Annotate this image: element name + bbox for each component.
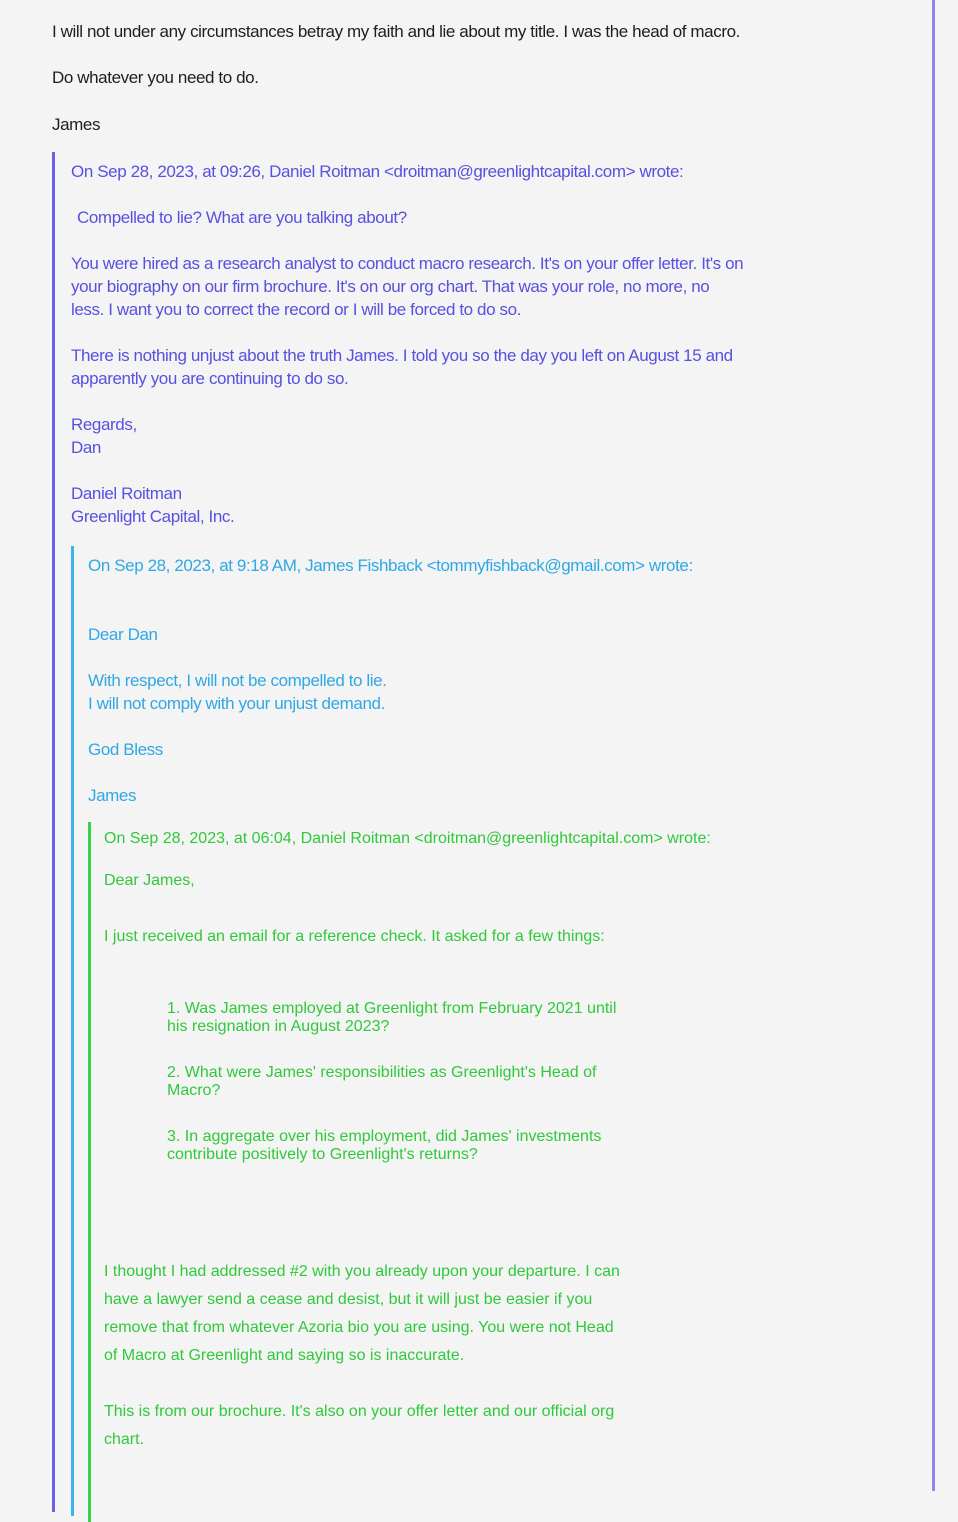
quote-paragraph: There is nothing unjust about the truth James. I told you so the day you left on August 15 and: [71, 346, 733, 365]
quote-paragraph: I thought I had addressed #2 with you already upon your departure. I can: [104, 1263, 620, 1280]
right-border-rule: [932, 0, 935, 1491]
quote-signoff: James: [88, 786, 137, 805]
quote-regards: Regards,: [71, 415, 137, 434]
signature-name: Daniel Roitman: [71, 484, 182, 503]
quote-paragraph: your biography on our firm brochure. It's on our org chart. That was your role, no more, no: [71, 277, 710, 296]
list-item: 1. Was James employed at Greenlight from February 2021 until his resignation in August 2023?: [167, 1000, 617, 1035]
quote-paragraph: have a lawyer send a cease and desist, but it will just be easier if you: [104, 1291, 593, 1308]
reply-signoff: James: [52, 115, 101, 134]
quoted-message-roitman-0604: [88, 822, 912, 1522]
quote-paragraph: I just received an email for a reference check. It asked for a few things:: [104, 928, 605, 945]
quote-paragraph: apparently you are continuing to do so.: [71, 369, 349, 388]
quote-name: Dan: [71, 438, 101, 457]
quoted-message-roitman-0926: [52, 152, 920, 1512]
signature-company: Greenlight Capital, Inc.: [71, 507, 235, 526]
reference-questions-list: [167, 1000, 867, 1192]
list-item: 3. In aggregate over his employment, did James' investments contribute positively to Greenlight's returns?: [167, 1128, 602, 1163]
quote-paragraph: With respect, I will not be compelled to lie.: [88, 671, 387, 690]
reply-line-2: Do whatever you need to do.: [52, 68, 259, 87]
reply-line-1: I will not under any circumstances betray my faith and lie about my title. I was the head of macro.: [52, 22, 740, 41]
quote-header: On Sep 28, 2023, at 9:18 AM, James Fishback <tommyfishback@gmail.com> wrote:: [88, 556, 693, 575]
quote-paragraph: I will not comply with your unjust demand.: [88, 694, 385, 713]
quote-greeting: Dear James,: [104, 872, 195, 889]
quote-paragraph: of Macro at Greenlight and saying so is inaccurate.: [104, 1347, 465, 1364]
quote-paragraph: Compelled to lie? What are you talking about?: [77, 208, 407, 227]
quote-paragraph: chart.: [104, 1431, 145, 1448]
quote-header: On Sep 28, 2023, at 09:26, Daniel Roitman <droitman@greenlightcapital.com> wrote:: [71, 162, 684, 181]
quoted-message-fishback-0918: [71, 546, 923, 1516]
quote-greeting: Dear Dan: [88, 625, 158, 644]
quote-paragraph: less. I want you to correct the record or I will be forced to do so.: [71, 300, 521, 319]
quote-paragraph: remove that from whatever Azoria bio you are using. You were not Head: [104, 1319, 614, 1336]
quote-paragraph: You were hired as a research analyst to conduct macro research. It's on your offer letter. It's on: [71, 254, 744, 273]
quote-blessing: God Bless: [88, 740, 163, 759]
quote-header: On Sep 28, 2023, at 06:04, Daniel Roitman <droitman@greenlightcapital.com> wrote:: [104, 830, 711, 847]
quote-paragraph: This is from our brochure. It's also on your offer letter and our official org: [104, 1403, 615, 1420]
list-item: 2. What were James' responsibilities as Greenlight's Head of Macro?: [167, 1064, 597, 1099]
